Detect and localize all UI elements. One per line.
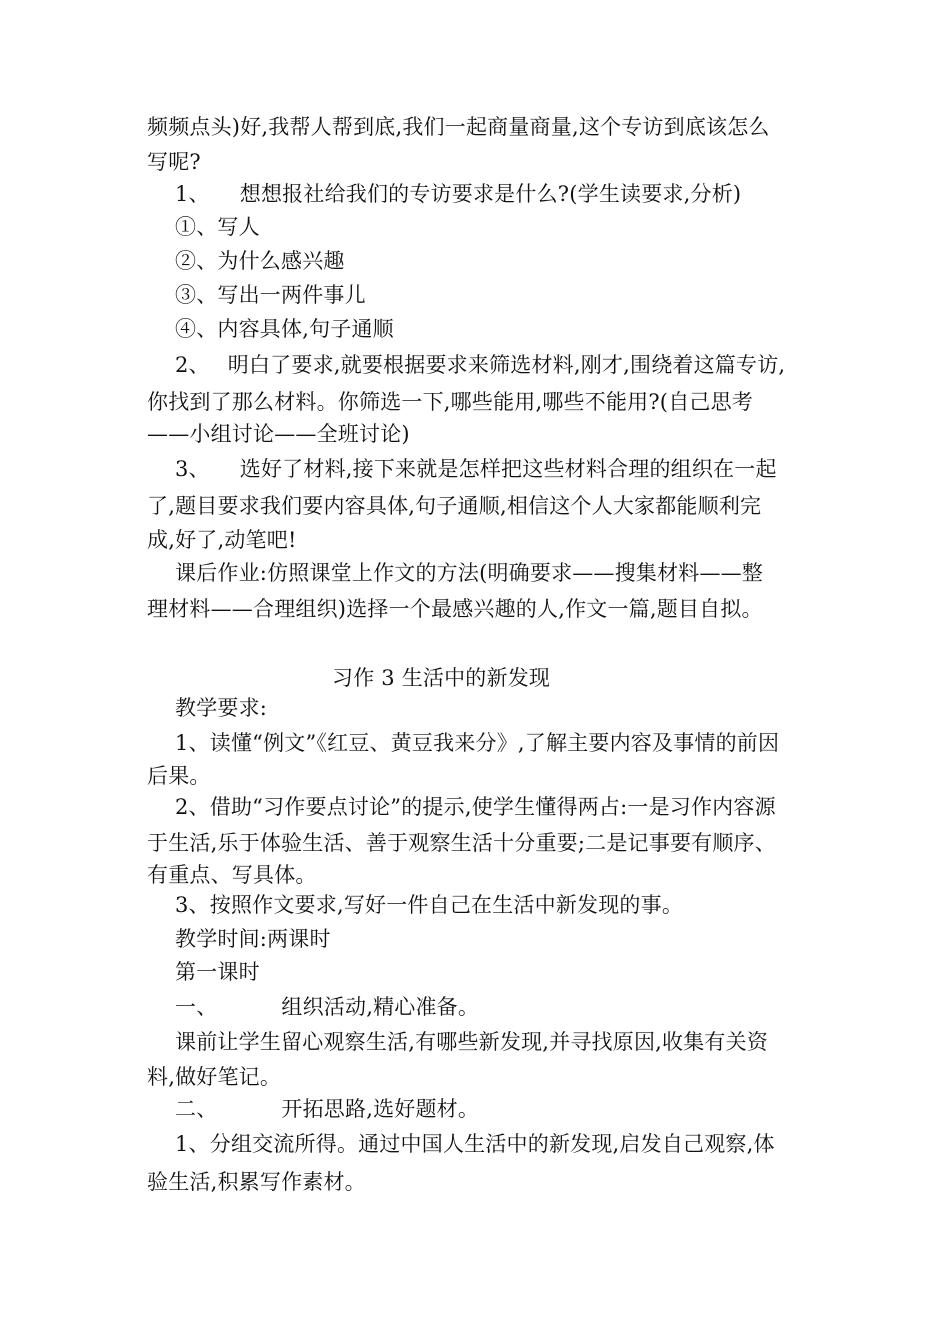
- text-line: 理材料——合理组织)选择一个最感兴趣的人,作文一篇,题目自拟。: [147, 597, 763, 621]
- text-line: 写呢?: [147, 150, 201, 174]
- text-line: 有重点、写具体。: [147, 863, 317, 887]
- item-number: 二、: [175, 1097, 218, 1121]
- text-line: 第一课时: [175, 960, 260, 984]
- item-text: 明白了要求,就要根据要求来筛选材料,刚才,围绕着这篇专访,: [227, 353, 786, 377]
- text-line: ④、内容具体,句子通顺: [175, 317, 394, 341]
- text-line: ③、写出一两件事儿: [175, 283, 366, 307]
- numbered-item: [175, 180, 741, 208]
- text-line: ——小组讨论——全班讨论): [147, 422, 410, 446]
- text-line: 了,题目要求我们要内容具体,句子通顺,相信这个人大家都能顺利完: [147, 494, 762, 518]
- text-line: 教学时间:两课时: [175, 927, 331, 951]
- text-line: 频频点头)好,我帮人帮到底,我们一起商量商量,这个专访到底该怎么: [147, 115, 770, 139]
- text-line: 1、分组交流所得。通过中国人生活中的新发现,启发自己观察,体: [175, 1132, 775, 1156]
- item-text: 组织活动,精心准备。: [281, 995, 480, 1019]
- text-line: ②、为什么感兴趣: [175, 249, 345, 273]
- numbered-item: [175, 993, 479, 1021]
- text-line: 验生活,积累写作素材。: [147, 1170, 366, 1194]
- item-number: 1、: [175, 182, 210, 206]
- text-line: 你找到了那么材料。你筛选一下,哪些能用,哪些不能用?(自己思考: [147, 390, 753, 414]
- numbered-item: [175, 351, 785, 379]
- item-number: 一、: [175, 995, 218, 1019]
- section-title: 习作 3 生活中的新发现: [332, 666, 551, 690]
- item-text: 选好了材料,接下来就是怎样把这些材料合理的组织在一起: [239, 457, 777, 481]
- item-number: 2、: [175, 353, 210, 377]
- text-line: 3、按照作文要求,写好一件自己在生活中新发现的事。: [175, 893, 684, 917]
- numbered-item: [175, 455, 777, 483]
- text-line: 料,做好笔记。: [147, 1065, 282, 1089]
- item-text: 想想报社给我们的专访要求是什么?(学生读要求,分析): [239, 182, 742, 206]
- text-line: 成,好了,动笔吧!: [147, 528, 297, 552]
- text-line: 课前让学生留心观察生活,有哪些新发现,并寻找原因,收集有关资: [175, 1030, 769, 1054]
- item-number: 3、: [175, 457, 210, 481]
- text-line: 后果。: [147, 764, 211, 788]
- text-line: 于生活,乐于体验生活、善于观察生活十分重要;二是记事要有顺序、: [147, 831, 776, 855]
- text-line: 2、借助“习作要点讨论”的提示,使学生懂得两占:一是习作内容源: [175, 795, 776, 819]
- text-line: 1、读懂“例文”《红豆、黄豆我来分》,了解主要内容及事情的前因: [175, 731, 780, 755]
- numbered-item: [175, 1095, 479, 1123]
- text-line: 教学要求:: [175, 696, 268, 720]
- text-line: ①、写人: [175, 215, 260, 239]
- text-line: 课后作业:仿照课堂上作文的方法(明确要求——搜集材料——整: [175, 561, 764, 585]
- item-text: 开拓思路,选好题材。: [281, 1097, 480, 1121]
